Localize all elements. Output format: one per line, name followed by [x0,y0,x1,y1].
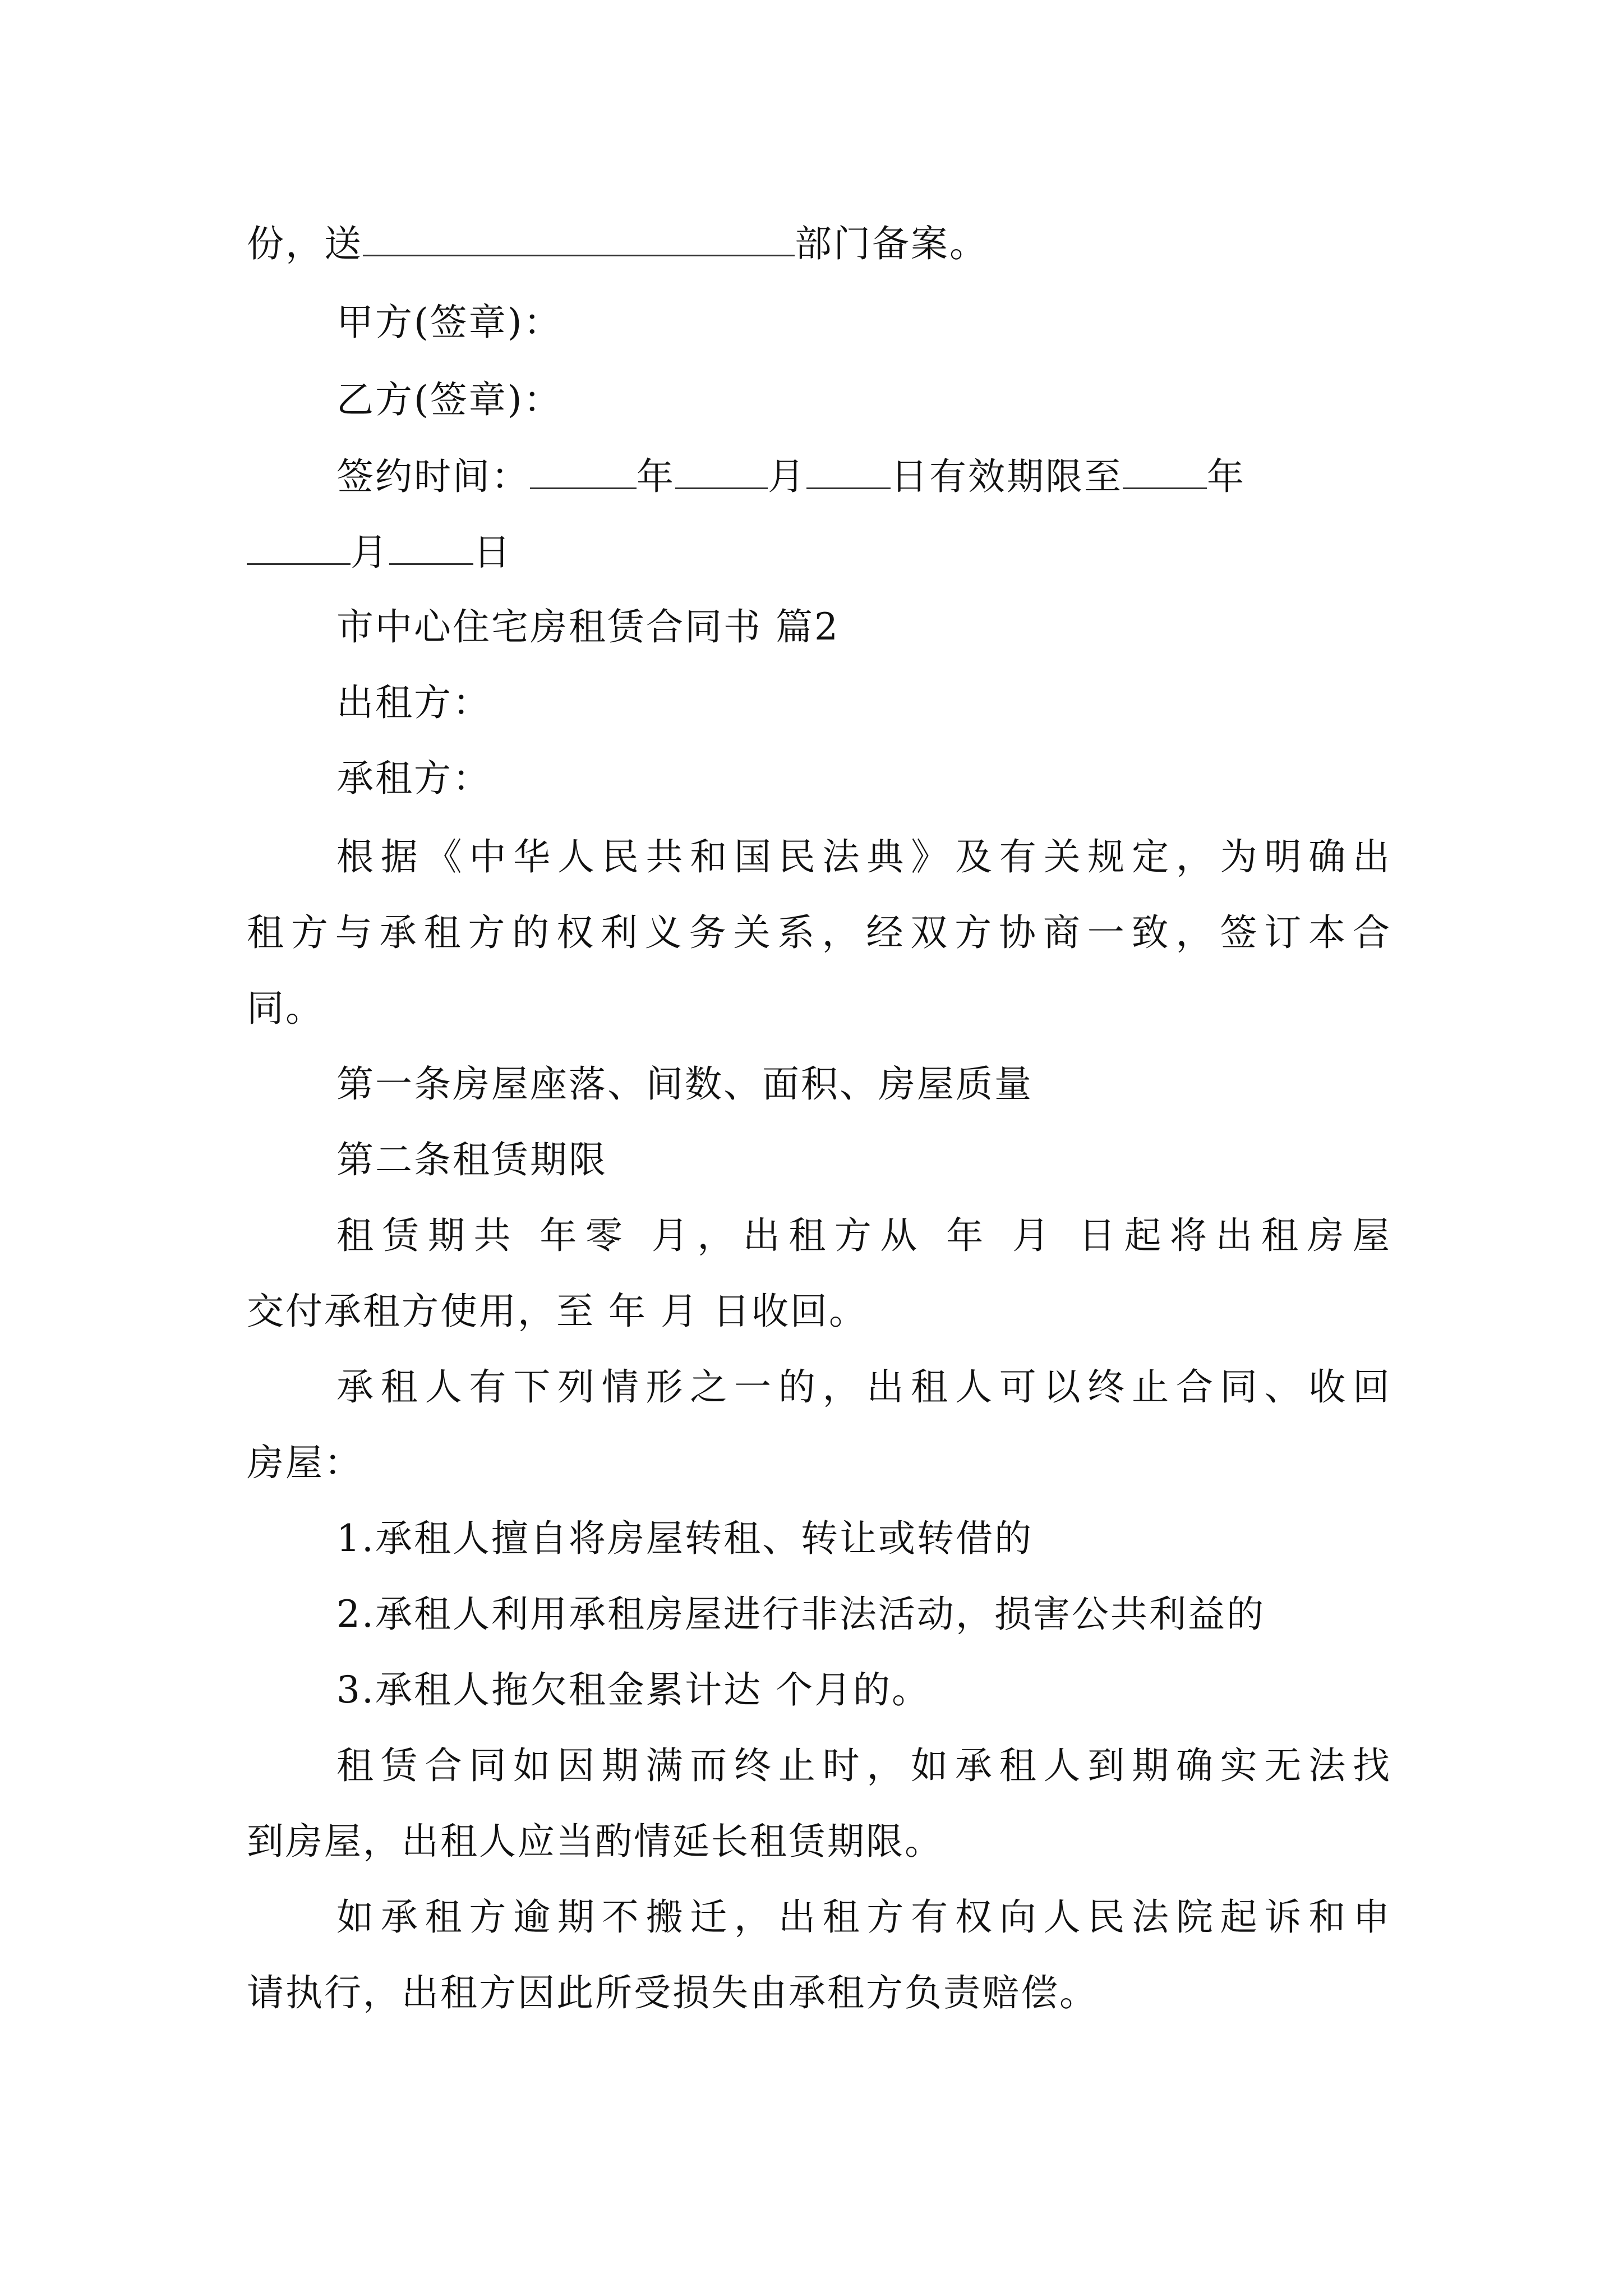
party-b-signature: 乙方(签章)： [336,378,562,421]
overdue-line-2: 请执行，出租方因此所受损失由承租方负责赔偿。 [247,1971,1098,2014]
termination-line-2: 房屋： [247,1441,363,1484]
basis-paragraph-line-2: 租方与承租方的权利义务关系，经双方协商一致，签订本合 [247,911,1391,954]
signing-date-label: 签约时间： [336,455,530,498]
year-label-2: 年 [1207,455,1246,498]
overdue-line-1: 如承租方逾期不搬迁，出租方有权向人民法院起诉和申 [336,1895,1391,1939]
basis-paragraph-line-1: 根据《中华人民共和国民法典》及有关规定，为明确出 [336,835,1391,878]
termination-line-1: 承租人有下列情形之一的，出租人可以终止合同、收回 [336,1365,1391,1409]
sign-year-blank[interactable] [530,455,637,489]
sign-day-blank[interactable] [806,455,891,489]
expiry-line-2: 到房屋，出租人应当酌情延长租赁期限。 [247,1820,943,1863]
termination-item-2: 2.承租人利用承租房屋进行非法活动，损害公共利益的 [336,1593,1265,1636]
expiry-line-1: 租赁合同如因期满而终止时，如承租人到期确实无法找 [336,1744,1391,1787]
section-title: 市中心住宅房租赁合同书 篇2 [336,605,840,648]
termination-item-3: 3.承租人拖欠租金累计达 个月的。 [336,1668,930,1711]
sign-month-blank[interactable] [675,455,768,489]
article-2-heading: 第二条租赁期限 [336,1138,607,1181]
termination-item-1: 1.承租人擅自将房屋转租、转让或转借的 [336,1517,1033,1560]
filing-line [247,216,988,272]
year-label: 年 [637,455,675,498]
signing-date-line [336,449,1246,505]
lessor-label: 出租方： [336,681,491,724]
month-label-2: 月 [351,531,389,574]
valid-day-blank[interactable] [389,531,473,565]
valid-until-label: 日有效期限至 [891,455,1123,498]
party-a-signature: 甲方(签章)： [336,301,562,344]
filing-text-a: 份，送 [247,222,363,265]
month-label: 月 [768,455,806,498]
lease-term-line-1: 租赁期共 年零 月，出租方从 年 月 日起将出租房屋 [336,1214,1391,1257]
valid-until-line [247,524,512,581]
lessee-label: 承租方： [336,757,491,800]
filing-dept-blank[interactable] [363,222,795,256]
valid-year-blank[interactable] [1123,455,1207,489]
day-label-2: 日 [473,531,512,574]
basis-paragraph-line-3: 同。 [247,987,324,1030]
filing-text-b: 部门备案。 [795,222,988,265]
article-1-heading: 第一条房屋座落、间数、面积、房屋质量 [336,1062,1033,1106]
lease-term-line-2: 交付承租方使用，至 年 月 日收回。 [247,1290,868,1333]
valid-month-blank[interactable] [247,531,351,565]
